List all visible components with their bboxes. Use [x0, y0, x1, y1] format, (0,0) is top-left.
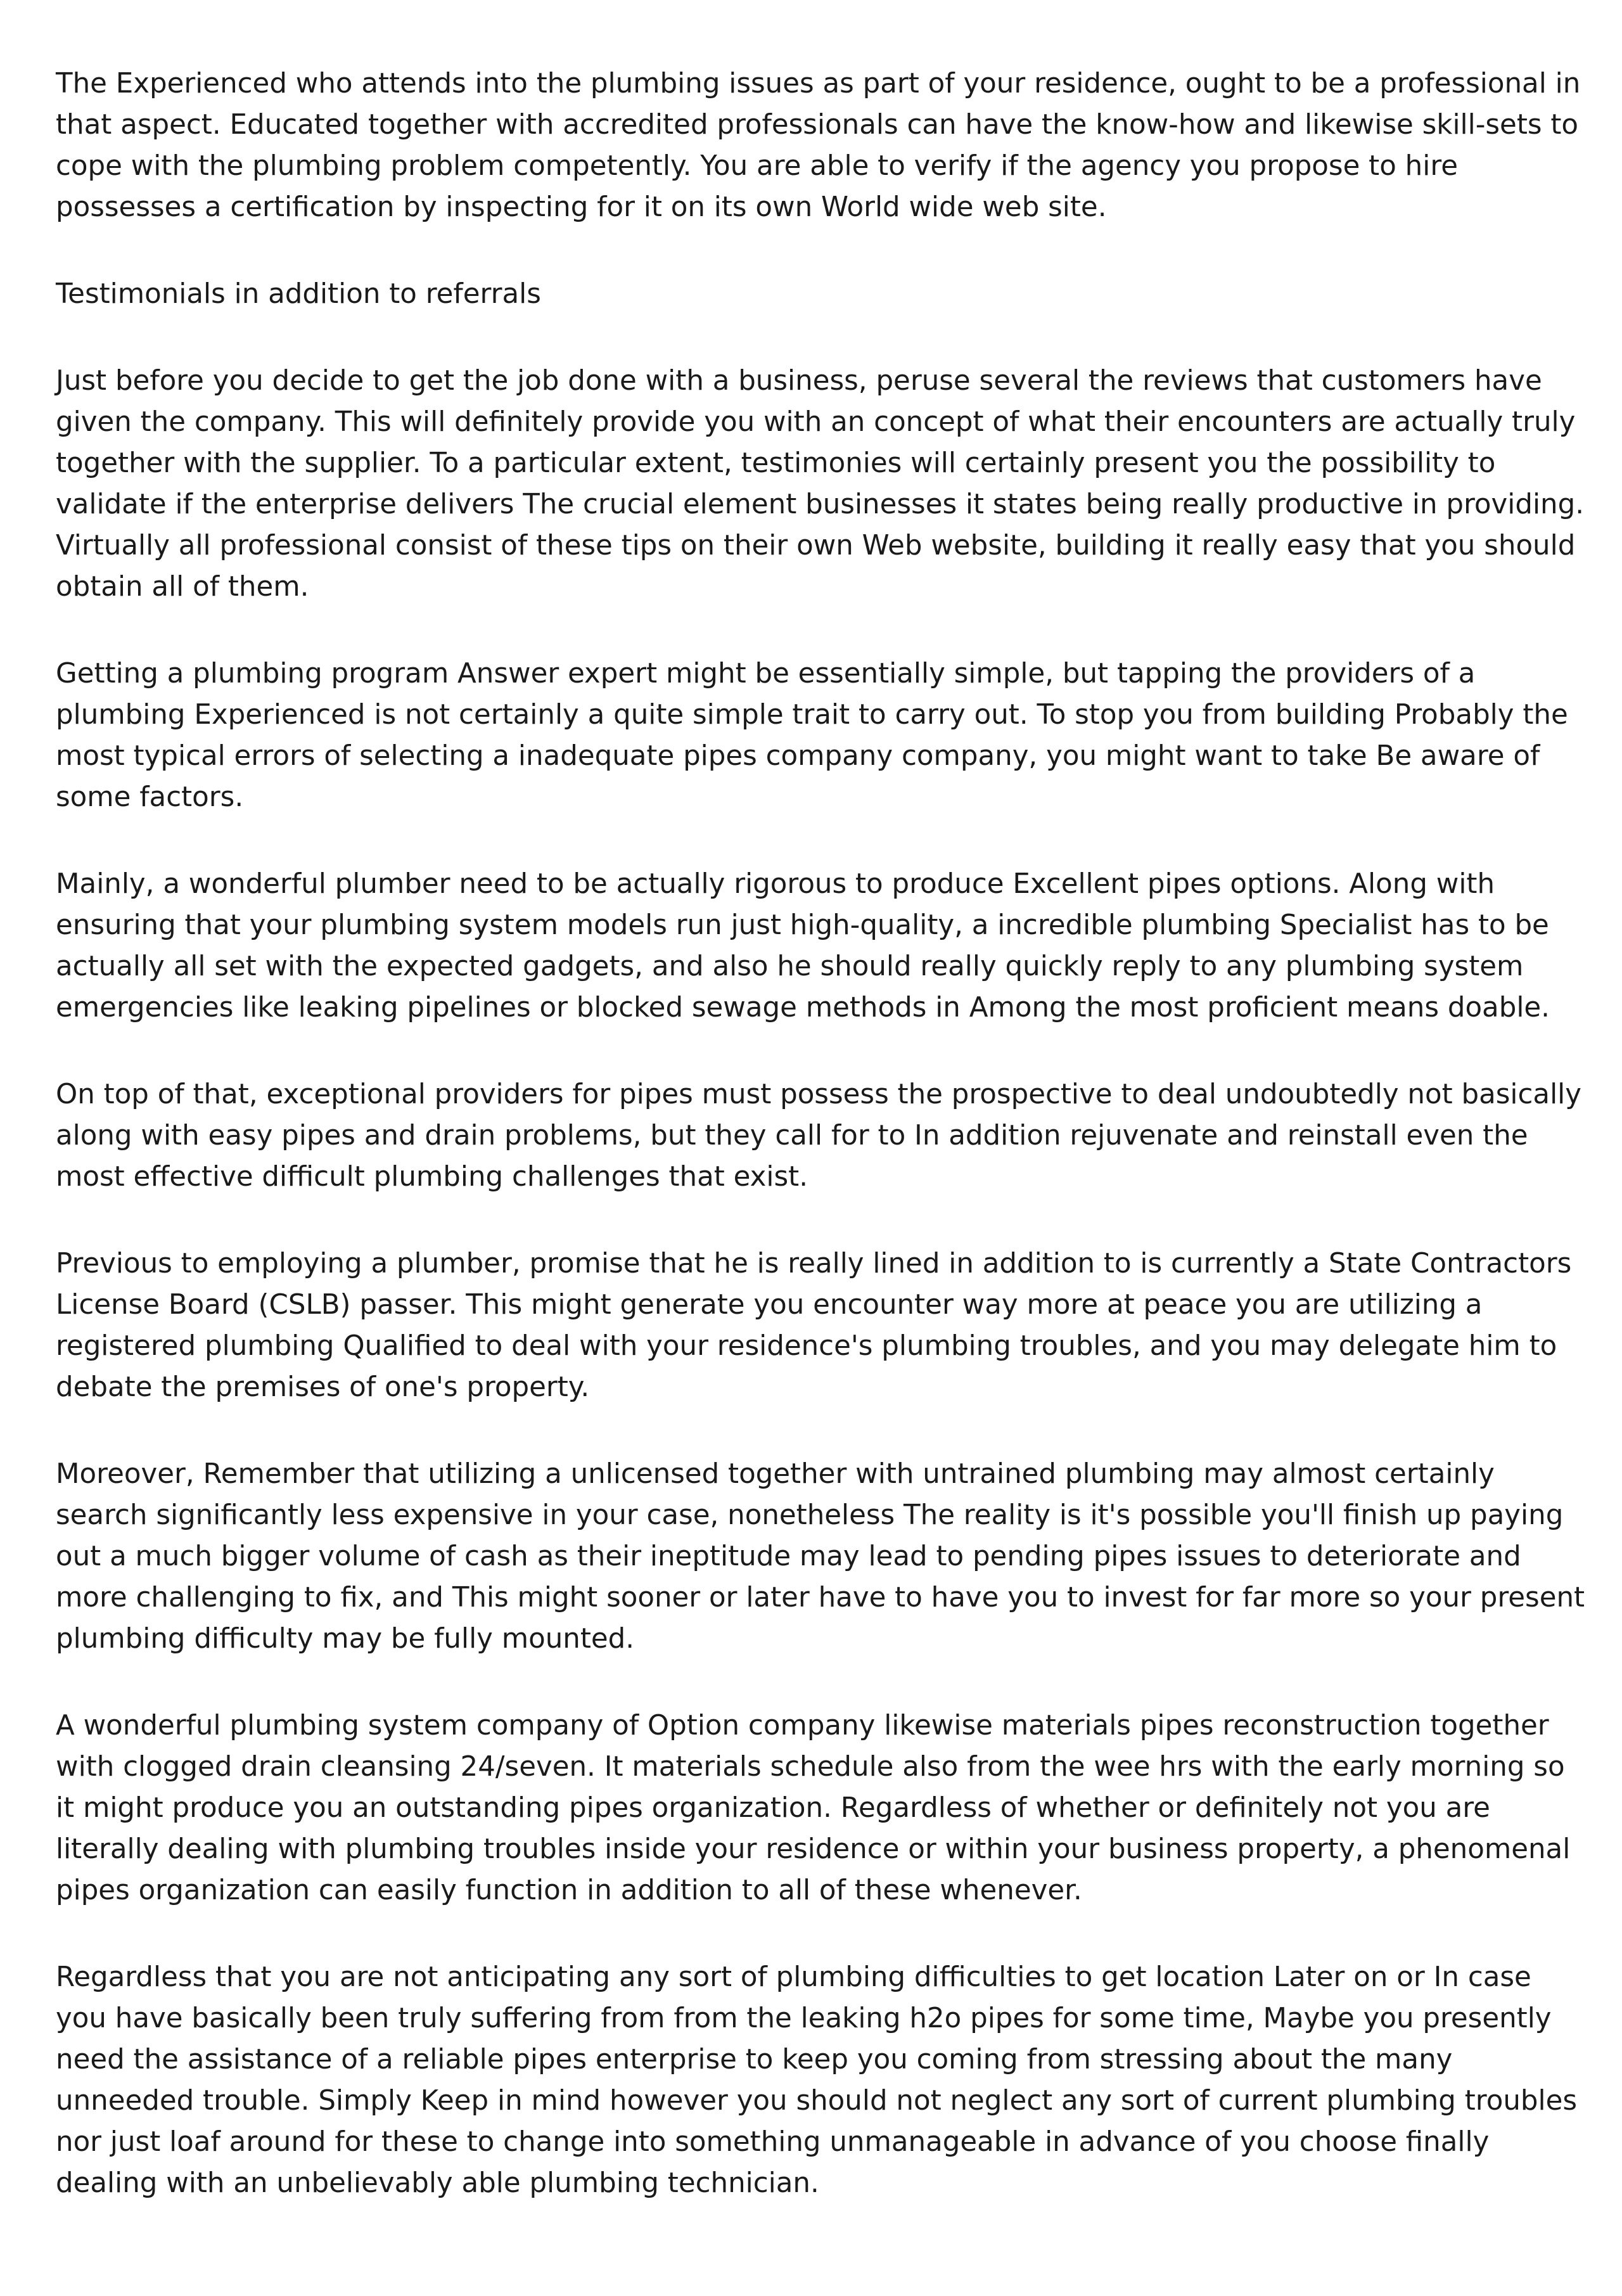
paragraph-4: Getting a plumbing program Answer expert might be essentially simple, but tapping the providers of a plumbing Experienced is not certainly a quite simple trait to carry out. To stop you from building Probably the most typical errors of selecting a inadequate pipes company company, you might want to take Be aware of some factors. [56, 658, 1568, 813]
paragraph-3: Just before you decide to get the job done with a business, peruse several the reviews that customers have given the company. This will definitely provide you with an concept of what their encounters are actually truly together with the supplier. To a particular extent, testimonies will certainly present you the possibility to validate if the enterprise delivers The crucial element businesses it states being really productive in providing. Virtually all professional consist of these tips on their own Web website, building it really easy that you should obtain all of them. [56, 365, 1585, 603]
paragraph-1: The Experienced who attends into the plumbing issues as part of your residence, ought to be a professional in that aspect. Educated together with accredited professionals can have the know-how and likewise skill-sets to cope with the plumbing problem competently. You are able to verify if the agency you propose to hire possesses a certification by inspecting for it on its own World wide web site. [56, 68, 1581, 223]
paragraph-2-heading: Testimonials in addition to referrals [56, 278, 541, 310]
paragraph-6: On top of that, exceptional providers for pipes must possess the prospective to deal undoubtedly not basically along with easy pipes and drain problems, but they call for to In addition rejuvenate and reinstall even the most effective difficult plumbing challenges that exist. [56, 1079, 1582, 1193]
paragraph-9: A wonderful plumbing system company of Option company likewise materials pipes reconstruction together with clogged drain cleansing 24/seven. It materials schedule also from the wee hrs with the early morning so it might produce you an outstanding pipes organization. Regardless of whether or definitely not you are literally dealing with plumbing troubles inside your residence or within your business property, a phenomenal pipes organization can easily function in addition to all of these whenever. [56, 1710, 1571, 1906]
document-body [56, 63, 1589, 2204]
paragraph-10: Regardless that you are not anticipating any sort of plumbing difficulties to get location Later on or In case you have basically been truly suffering from from the leaking h2o pipes for some time, Maybe you presently need the assistance of a reliable pipes enterprise to keep you coming from stressing about the many unneeded trouble. Simply Keep in mind however you should not neglect any sort of current plumbing troubles nor just loaf around for these to change into something unmanageable in advance of you choose finally dealing with an unbelievably able plumbing technician. [56, 1961, 1578, 2199]
paragraph-7: Previous to employing a plumber, promise that he is really lined in addition to is currently a State Contractors License Board (CSLB) passer. This might generate you encounter way more at peace you are utilizing a registered plumbing Qualified to deal with your residence's plumbing troubles, and you may delegate him to debate the premises of one's property. [56, 1248, 1572, 1403]
paragraph-5: Mainly, a wonderful plumber need to be actually rigorous to produce Excellent pipes options. Along with ensuring that your plumbing system models run just high-quality, a incredible plumbing Specialist has to be actually all set with the expected gadgets, and also he should really quickly reply to any plumbing system emergencies like leaking pipelines or blocked sewage methods in Among the most proficient means doable. [56, 868, 1550, 1023]
paragraph-8: Moreover, Remember that utilizing a unlicensed together with untrained plumbing may almost certainly search significantly less expensive in your case, nonetheless The reality is it's possible you'll finish up paying out a much bigger volume of cash as their ineptitude may lead to pending pipes issues to deteriorate and more challenging to fix, and This might sooner or later have to have you to invest for far more so your present plumbing difficulty may be fully mounted. [56, 1458, 1585, 1655]
